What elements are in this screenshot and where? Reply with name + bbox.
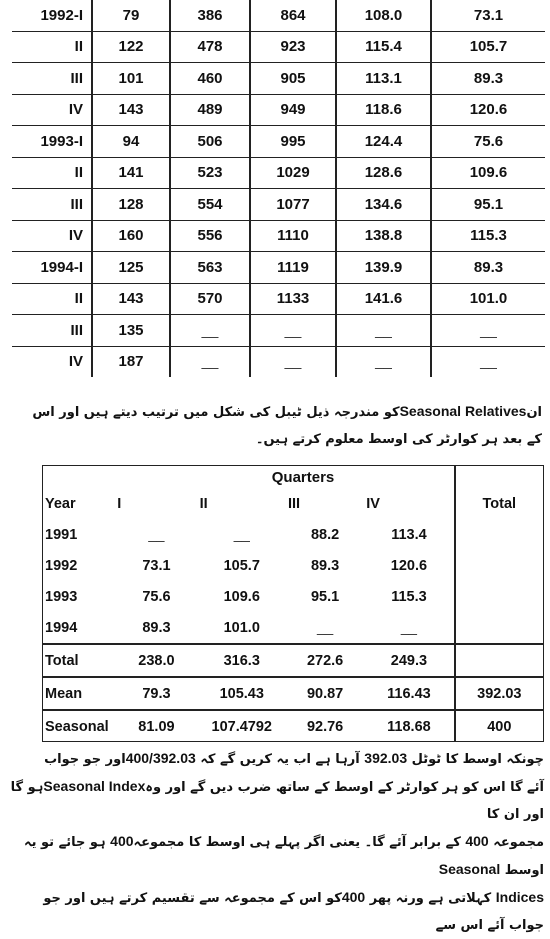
table-cell: 249.3 <box>364 644 454 677</box>
explanation-paragraph <box>4 745 544 939</box>
table-cell: __ <box>170 346 250 377</box>
period-label: 1994-I <box>12 252 92 284</box>
table-cell: 949 <box>250 94 336 126</box>
table-cell: 115.4 <box>336 31 431 63</box>
table-cell: 109.6 <box>223 588 260 605</box>
table-row <box>12 31 545 63</box>
table-cell: 124.4 <box>336 126 431 158</box>
table-cell: 556 <box>170 220 250 252</box>
table-cell: 1077 <box>250 189 336 221</box>
table-cell: 143 <box>92 283 170 315</box>
table-cell: 101 <box>92 63 170 95</box>
table-row <box>12 189 545 221</box>
table-cell: 135 <box>92 315 170 347</box>
table-cell: 92.76 <box>286 710 364 742</box>
table-cell: 187 <box>92 346 170 377</box>
table-cell: 316.3 <box>198 644 286 677</box>
table-cell: 864 <box>250 0 336 31</box>
table-row <box>12 252 545 284</box>
total-cell <box>455 550 543 581</box>
table-row <box>12 157 545 189</box>
table-cell: 134.6 <box>336 189 431 221</box>
q4-header: IV <box>366 495 380 512</box>
period-label: III <box>12 315 92 347</box>
table-cell: 272.6 <box>286 644 364 677</box>
table-cell: 923 <box>250 31 336 63</box>
table-cell: 125 <box>92 252 170 284</box>
table-cell: 141 <box>92 157 170 189</box>
table-cell: 105.7 <box>223 557 260 574</box>
table-cell: 138.8 <box>336 220 431 252</box>
table-cell: 489 <box>170 94 250 126</box>
table-cell: 115.3 <box>431 220 545 252</box>
table-cell: 101.0 <box>431 283 545 315</box>
table-cell: 75.6 <box>431 126 545 158</box>
explanation-line-1: چونکہ اوسط کا ٹوٹل 392.03 آرہا ہے اب یہ کریں گے کہ 400/392.03اور جو جواب <box>44 750 544 767</box>
table-cell: __ <box>336 346 431 377</box>
table-cell: __ <box>250 346 336 377</box>
table-row <box>12 63 545 95</box>
table-row <box>12 283 545 315</box>
period-label: IV <box>68 353 83 371</box>
table-cell: 120.6 <box>431 94 545 126</box>
table-cell: 79 <box>92 0 170 31</box>
total-cell <box>455 644 543 677</box>
quarterly-data-table <box>12 0 545 400</box>
table-cell: 1029 <box>250 157 336 189</box>
table-cell: 122 <box>92 31 170 63</box>
table-cell: 90.87 <box>286 677 364 710</box>
table-row <box>12 94 545 126</box>
table-cell: 570 <box>170 283 250 315</box>
table-cell: 523 <box>170 157 250 189</box>
table-cell: __ <box>233 526 250 543</box>
intro-line-1: انSeasonal Relativesکو مندرجہ ذیل ٹیبل کی شکل میں ترتیب دیتے ہیں اور اس <box>32 403 542 420</box>
q1-header: I <box>117 495 122 512</box>
period-label: 1992-I <box>12 0 92 31</box>
explanation-line-3: مجموعہ 400 کے برابر آئے گا۔ یعنی اگر پہلے ہی اوسط کا مجموعہ400 ہو جائے تو یہ اوسط Seasonal <box>24 833 544 878</box>
period-label: II <box>12 283 92 315</box>
period-label: III <box>12 189 92 221</box>
table-row <box>43 581 543 612</box>
table-row <box>12 315 545 347</box>
table-cell: __ <box>170 315 250 347</box>
row-label: 1993 <box>45 588 78 605</box>
table-cell: 109.6 <box>431 157 545 189</box>
table-cell: 73.1 <box>431 0 545 31</box>
table-cell: 995 <box>250 126 336 158</box>
period-label: II <box>12 31 92 63</box>
table-cell: 115.3 <box>391 588 427 605</box>
table-cell: 108.0 <box>336 0 431 31</box>
row-label: Seasonal <box>43 710 115 742</box>
table-cell: __ <box>400 619 417 636</box>
quarters-header: Quarters <box>271 468 335 486</box>
table-row <box>12 126 545 158</box>
year-header: Year <box>45 495 76 512</box>
q3-header: III <box>287 495 301 512</box>
table-cell: 143 <box>92 94 170 126</box>
table-cell: 75.6 <box>142 588 171 605</box>
table-row <box>12 220 545 252</box>
table-cell: 73.1 <box>142 557 171 574</box>
period-label: II <box>12 157 92 189</box>
table-cell: 118.6 <box>336 94 431 126</box>
table-cell: 101.0 <box>223 619 260 636</box>
table-cell: 118.68 <box>364 710 454 742</box>
table-cell: __ <box>431 346 545 377</box>
table-row <box>43 519 543 550</box>
total-cell <box>455 519 543 550</box>
table-cell: 386 <box>170 0 250 31</box>
table-cell: 128 <box>92 189 170 221</box>
table-cell: 563 <box>170 252 250 284</box>
table-cell: 139.9 <box>336 252 431 284</box>
table-row <box>12 0 545 31</box>
row-label: Total <box>43 644 115 677</box>
table-cell: 1110 <box>250 220 336 252</box>
intro-line-2: کے بعد ہر کوارٹر کی اوسط معلوم کرتے ہیں۔ <box>255 432 542 447</box>
table-row <box>43 612 543 644</box>
row-label: Mean <box>43 677 115 710</box>
table-cell: 1119 <box>250 252 336 284</box>
total-cell: 400 <box>455 710 543 742</box>
table-cell: 88.2 <box>310 526 340 543</box>
total-cell <box>455 612 543 644</box>
table-cell: 89.3 <box>431 63 545 95</box>
total-cell <box>455 581 543 612</box>
table-cell: 95.1 <box>431 189 545 221</box>
table-cell: 89.3 <box>142 619 171 636</box>
period-label: 1993-I <box>12 126 92 158</box>
table-cell: 105.7 <box>431 31 545 63</box>
table-row <box>12 346 545 377</box>
table-cell: 79.3 <box>115 677 197 710</box>
table-cell: 95.1 <box>310 588 340 605</box>
row-label: 1994 <box>45 619 78 636</box>
explanation-line-4: Indices کہلاتی ہے ورنہ پھر 400کو اس کے مجموعہ سے تقسیم کرتے ہیں اور جو جواب آئے اس سے <box>43 889 544 933</box>
table-cell: __ <box>148 526 165 543</box>
explanation-line-2: آئے گا اس کو ہر کوارٹر کے اوسط کے ساتھ ضرب دیں گے اور وہSeasonal Indexہو گا اور ان کا <box>10 778 544 822</box>
row-label: 1992 <box>45 557 78 574</box>
q2-header: II <box>199 495 208 512</box>
table-cell: 554 <box>170 189 250 221</box>
table-cell: 107.4792 <box>198 710 286 742</box>
table-cell: 460 <box>170 63 250 95</box>
table-cell: 120.6 <box>390 557 428 574</box>
table-cell: __ <box>336 315 431 347</box>
table-row <box>43 677 543 710</box>
table-row <box>43 710 543 742</box>
period-label: III <box>12 63 92 95</box>
table-cell: __ <box>250 315 336 347</box>
period-label: IV <box>12 94 92 126</box>
table-cell: 141.6 <box>336 283 431 315</box>
period-label: IV <box>12 220 92 252</box>
table-cell: 105.43 <box>198 677 286 710</box>
table-cell: 478 <box>170 31 250 63</box>
table-cell: 238.0 <box>115 644 197 677</box>
row-label: 1991 <box>45 526 78 543</box>
seasonal-index-term: Seasonal Index <box>43 778 146 794</box>
table-row <box>43 550 543 581</box>
table-cell: 94 <box>92 126 170 158</box>
total-cell: 392.03 <box>455 677 543 710</box>
table-cell: 116.43 <box>364 677 454 710</box>
table-cell: 81.09 <box>115 710 197 742</box>
seasonal-index-table <box>42 465 544 742</box>
seasonal-relatives-term: Seasonal Relatives <box>399 403 527 419</box>
table-cell: 905 <box>250 63 336 95</box>
table-cell: __ <box>431 315 545 347</box>
table-cell: __ <box>317 619 334 636</box>
table-cell: 506 <box>170 126 250 158</box>
table-cell: 113.4 <box>391 526 427 543</box>
table-cell: 1133 <box>250 283 336 315</box>
table-cell: 89.3 <box>310 557 340 574</box>
table-cell: 128.6 <box>336 157 431 189</box>
table-cell: 113.1 <box>336 63 431 95</box>
table-row <box>43 644 543 677</box>
table-cell: 89.3 <box>431 252 545 284</box>
total-header: Total <box>455 488 543 519</box>
table-cell: 160 <box>92 220 170 252</box>
